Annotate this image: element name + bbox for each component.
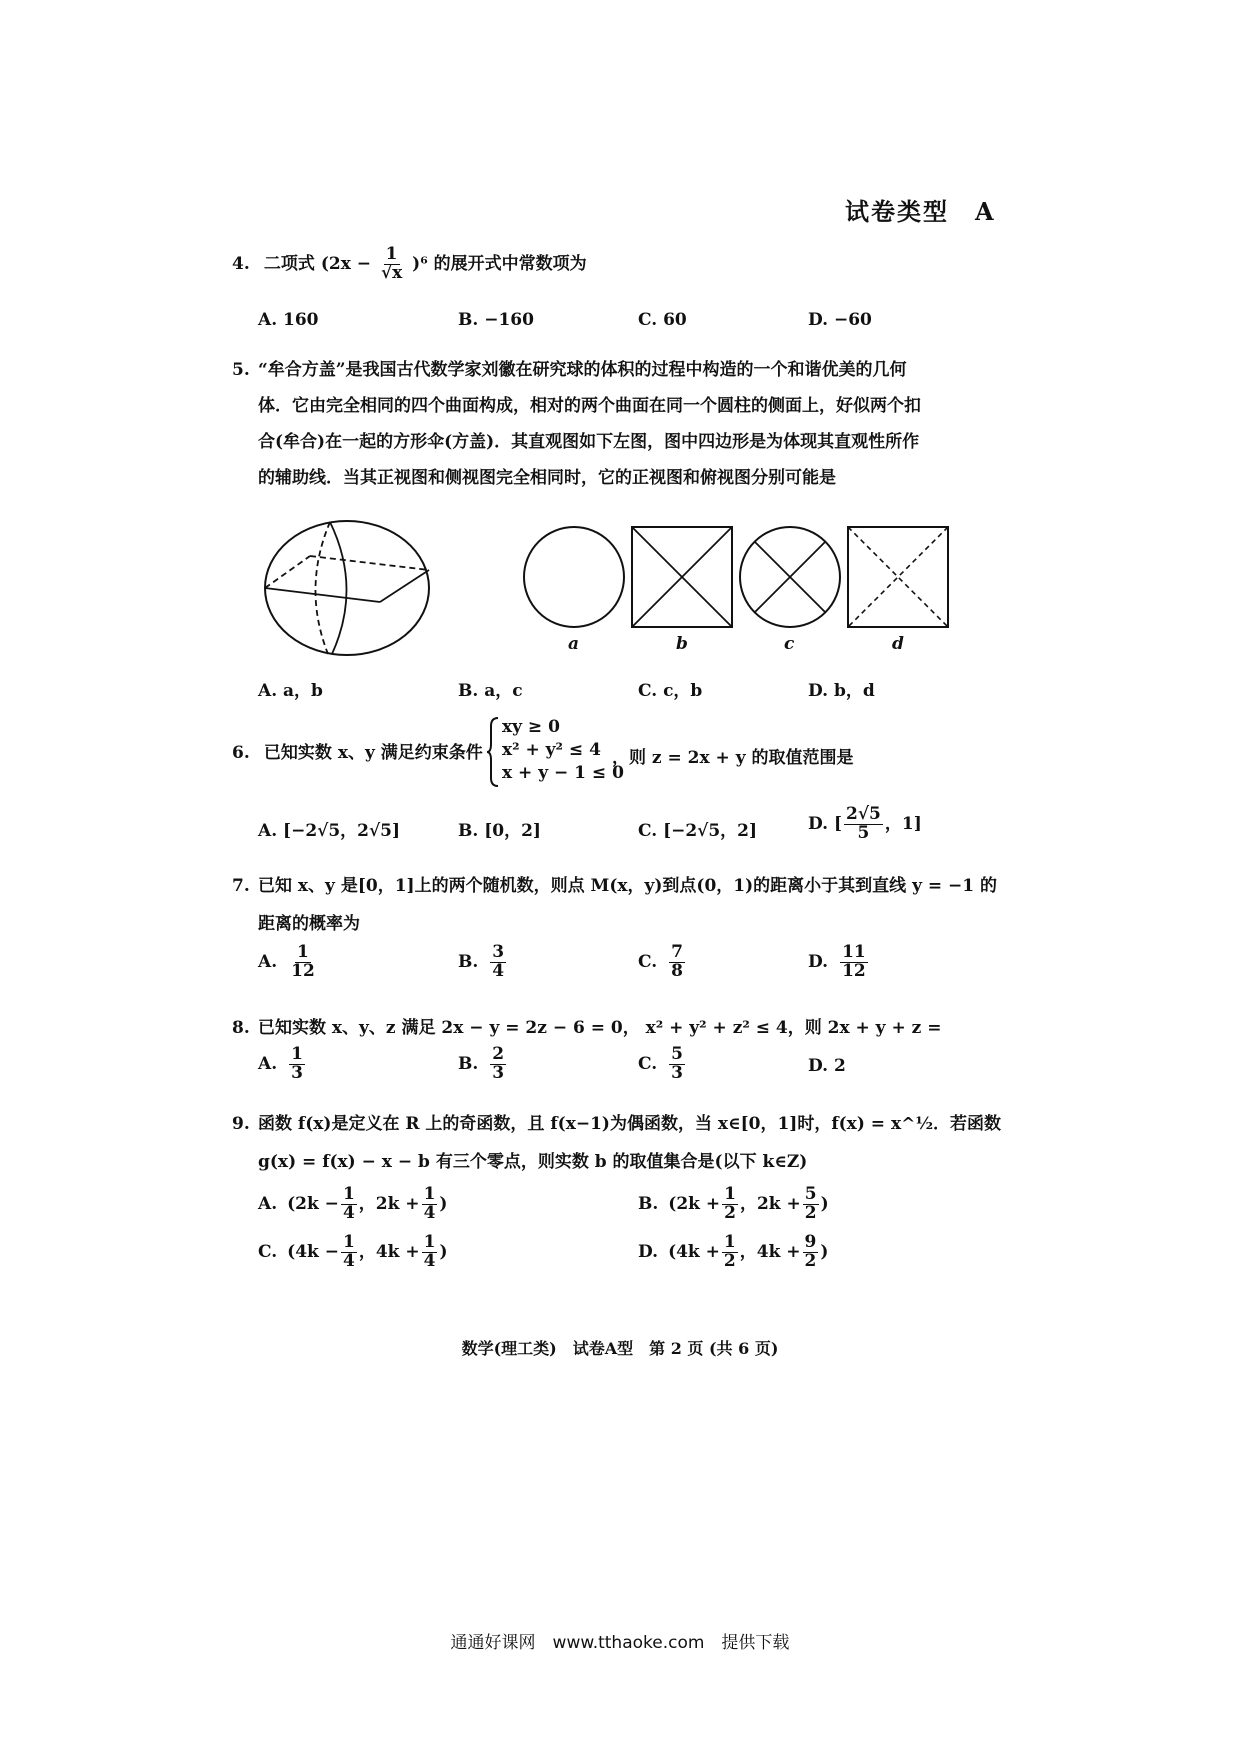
- q7-option-d: [808, 944, 870, 981]
- fraction: [803, 1234, 819, 1271]
- q8-option-c: [638, 1046, 687, 1083]
- fraction-denominator: 4: [342, 1202, 355, 1223]
- paper-type-label: 试卷类型 A: [845, 197, 996, 226]
- fraction: [341, 1234, 357, 1271]
- option-label: D.: [808, 813, 829, 834]
- figure-label-a: a: [568, 634, 580, 654]
- constraint-line: x² + y² ≤ 4: [502, 740, 601, 760]
- question-4-stem-post: )⁶ 的展开式中常数项为: [412, 253, 587, 274]
- fraction-denominator: √x: [380, 262, 403, 283]
- source-credit: 通通好课网 www.tthaoke.com 提供下载: [450, 1633, 790, 1653]
- q9-option-b: [638, 1186, 829, 1223]
- fraction-numerator: 1: [342, 1232, 355, 1252]
- q5-intuitive-figure: [262, 518, 432, 658]
- fraction: [379, 246, 404, 283]
- option-text: ，2k +: [358, 1193, 420, 1214]
- question-9-line2: g(x) = f(x) − x − b 有三个零点，则实数 b 的取值集合是(以下 k∈Z): [258, 1152, 808, 1172]
- fraction: [490, 1046, 506, 1083]
- q4-option-b: B. −160: [458, 310, 534, 330]
- q4-option-d: D. −60: [808, 310, 872, 330]
- question-4-stem-pre: 二项式 (2x −: [263, 253, 372, 274]
- fraction-numerator: 1: [297, 942, 309, 962]
- option-text: ): [439, 1193, 448, 1214]
- fraction-numerator: 2: [492, 1044, 505, 1064]
- question-5-line: 的辅助线．当其正视图和侧视图完全相同时，它的正视图和俯视图分别可能是: [258, 468, 836, 488]
- fraction-numerator: 7: [671, 942, 683, 962]
- option-label: D.: [638, 1241, 659, 1262]
- q9-option-d: [638, 1234, 828, 1271]
- fraction-denominator: 12: [842, 960, 866, 981]
- fraction-denominator: 2: [804, 1202, 817, 1223]
- question-5-line: [232, 352, 992, 388]
- fraction-denominator: 3: [291, 1062, 303, 1083]
- q9-option-a: [258, 1186, 447, 1223]
- q5-figure-b-square: [630, 525, 734, 629]
- option-text: (4k +: [668, 1241, 720, 1262]
- question-7: [232, 876, 1012, 896]
- constraint-line: x + y − 1 ≤ 0: [502, 763, 624, 783]
- q7-option-c: [638, 944, 687, 981]
- question-8-text: 已知实数 x、y、z 满足 2x − y = 2z − 6 = 0， x² + y² + z² ≤ 4，则 2x + y + z =: [258, 1018, 942, 1038]
- fraction-denominator: 2: [724, 1202, 736, 1223]
- option-bracket: ，1]: [884, 813, 922, 834]
- q4-option-a: A. 160: [258, 310, 319, 330]
- question-number: 8.: [232, 1018, 250, 1038]
- fraction: [289, 1046, 305, 1083]
- question-5-line: 体．它由完全相同的四个曲面构成，相对的两个曲面在同一个圆柱的侧面上，好似两个扣: [258, 396, 921, 416]
- fraction: [669, 944, 685, 981]
- q8-option-d: D. 2: [808, 1056, 846, 1076]
- option-text: ，4k +: [358, 1241, 420, 1262]
- fraction-numerator: 1: [423, 1184, 436, 1204]
- constraint-system: [502, 716, 624, 785]
- question-5-line: 合(牟合)在一起的方形伞(方盖)．其直观图如下左图，图中四边形是为体现其直观性所作: [258, 432, 920, 452]
- fraction-numerator: 5: [671, 1044, 683, 1064]
- fraction-numerator: 5: [804, 1184, 817, 1204]
- q5-figure-c-circle: [738, 525, 842, 629]
- question-9-text: 函数 f(x)是定义在 R 上的奇函数，且 f(x−1)为偶函数，当 x∈[0，1]时，f(x) = x^½．若函数: [258, 1114, 1002, 1134]
- q8-option-a: [258, 1046, 307, 1083]
- fraction: [722, 1186, 738, 1223]
- fraction-denominator: 2: [804, 1250, 817, 1271]
- q5-figure-d-square: [846, 525, 950, 629]
- fraction-numerator: 1: [423, 1232, 436, 1252]
- q5-option-a: A. a，b: [258, 681, 323, 701]
- option-text: ): [820, 1193, 829, 1214]
- question-7-line2: 距离的概率为: [258, 914, 360, 934]
- figure-label-c: c: [784, 634, 795, 654]
- q5-option-b: B. a，c: [458, 681, 523, 701]
- fraction: [422, 1234, 438, 1271]
- option-label: A.: [258, 1053, 278, 1074]
- fraction-numerator: 1: [385, 244, 398, 264]
- constraint-brace: [486, 716, 500, 788]
- fraction-numerator: 1: [723, 1232, 736, 1252]
- fraction-numerator: 9: [804, 1232, 817, 1252]
- option-label: C.: [638, 1053, 658, 1074]
- question-4: [232, 246, 992, 283]
- option-label: A.: [258, 1193, 278, 1214]
- option-text: ，4k +: [739, 1241, 801, 1262]
- q6-option-d: [808, 806, 922, 843]
- figure-label-b: b: [676, 634, 688, 654]
- fraction: [844, 806, 883, 843]
- fraction-denominator: 3: [671, 1062, 683, 1083]
- fraction-denominator: 4: [423, 1202, 436, 1223]
- fraction-numerator: 1: [291, 1044, 303, 1064]
- q5-option-d: D. b，d: [808, 681, 875, 701]
- fraction: [341, 1186, 357, 1223]
- q5-option-c: C. c，b: [638, 681, 703, 701]
- option-text: ): [439, 1241, 448, 1262]
- fraction-denominator: 4: [423, 1250, 436, 1271]
- fraction-numerator: 1: [342, 1184, 355, 1204]
- option-label: B.: [458, 1053, 479, 1074]
- fraction: [289, 944, 317, 981]
- option-label: B.: [458, 951, 479, 972]
- fraction-denominator: 5: [857, 822, 870, 843]
- question-6-stem-pre: 已知实数 x、y 满足约束条件: [263, 743, 483, 763]
- q6-option-a: A. [−2√5，2√5]: [258, 821, 401, 841]
- fraction-denominator: 2: [723, 1250, 736, 1271]
- fraction-numerator: 1: [724, 1184, 736, 1204]
- option-label: C.: [258, 1241, 278, 1262]
- page-footer: 数学(理工类) 试卷A型 第 2 页 (共 6 页): [461, 1339, 779, 1358]
- fraction-numerator: 11: [842, 942, 866, 962]
- fraction: [490, 944, 506, 981]
- option-label: A.: [258, 951, 278, 972]
- q9-option-c: [258, 1234, 448, 1271]
- q8-option-b: [458, 1046, 508, 1083]
- question-7-text: 已知 x、y 是[0，1]上的两个随机数，则点 M(x，y)到点(0，1)的距离小于其到直线 y = −1 的: [258, 876, 998, 896]
- question-number: 4.: [232, 253, 250, 274]
- option-text: (4k −: [287, 1241, 339, 1262]
- question-number: 7.: [232, 876, 250, 896]
- fraction-denominator: 4: [342, 1250, 355, 1271]
- q7-option-b: [458, 944, 508, 981]
- option-label: C.: [638, 951, 658, 972]
- fraction: [840, 944, 868, 981]
- fraction-numerator: 2√5: [846, 804, 881, 824]
- q6-option-c: C. [−2√5，2]: [638, 821, 758, 841]
- constraint-line: xy ≥ 0: [502, 717, 560, 737]
- q4-option-c: C. 60: [638, 310, 687, 330]
- question-5-text: “牟合方盖”是我国古代数学家刘徽在研究球的体积的过程中构造的一个和谐优美的几何: [258, 360, 907, 380]
- figure-label-d: d: [892, 634, 904, 654]
- option-text: (2k +: [668, 1193, 721, 1214]
- question-8: [232, 1018, 1012, 1038]
- q7-option-a: [258, 944, 319, 981]
- question-number: 6.: [232, 743, 250, 763]
- question-6: [232, 743, 483, 763]
- option-label: D.: [808, 951, 829, 972]
- q5-figure-a-circle: [522, 525, 626, 629]
- question-9: [232, 1114, 1012, 1134]
- fraction: [803, 1186, 819, 1223]
- option-text: ): [820, 1241, 829, 1262]
- question-number: 9.: [232, 1114, 250, 1134]
- fraction-denominator: 12: [291, 960, 315, 981]
- option-bracket: [: [833, 813, 843, 834]
- question-5: [232, 352, 992, 496]
- fraction-numerator: 3: [492, 942, 505, 962]
- fraction: [422, 1186, 438, 1223]
- option-text: (2k −: [287, 1193, 339, 1214]
- fraction: [722, 1234, 738, 1271]
- fraction-denominator: 4: [492, 960, 505, 981]
- option-label: B.: [638, 1193, 659, 1214]
- option-text: ，2k +: [739, 1193, 801, 1214]
- q6-option-b: B. [0，2]: [458, 821, 541, 841]
- question-6-stem-post: ，则 z = 2x + y 的取值范围是: [612, 748, 854, 768]
- question-number: 5.: [232, 360, 250, 380]
- fraction: [669, 1046, 685, 1083]
- fraction-denominator: 8: [671, 960, 683, 981]
- fraction-denominator: 3: [492, 1062, 505, 1083]
